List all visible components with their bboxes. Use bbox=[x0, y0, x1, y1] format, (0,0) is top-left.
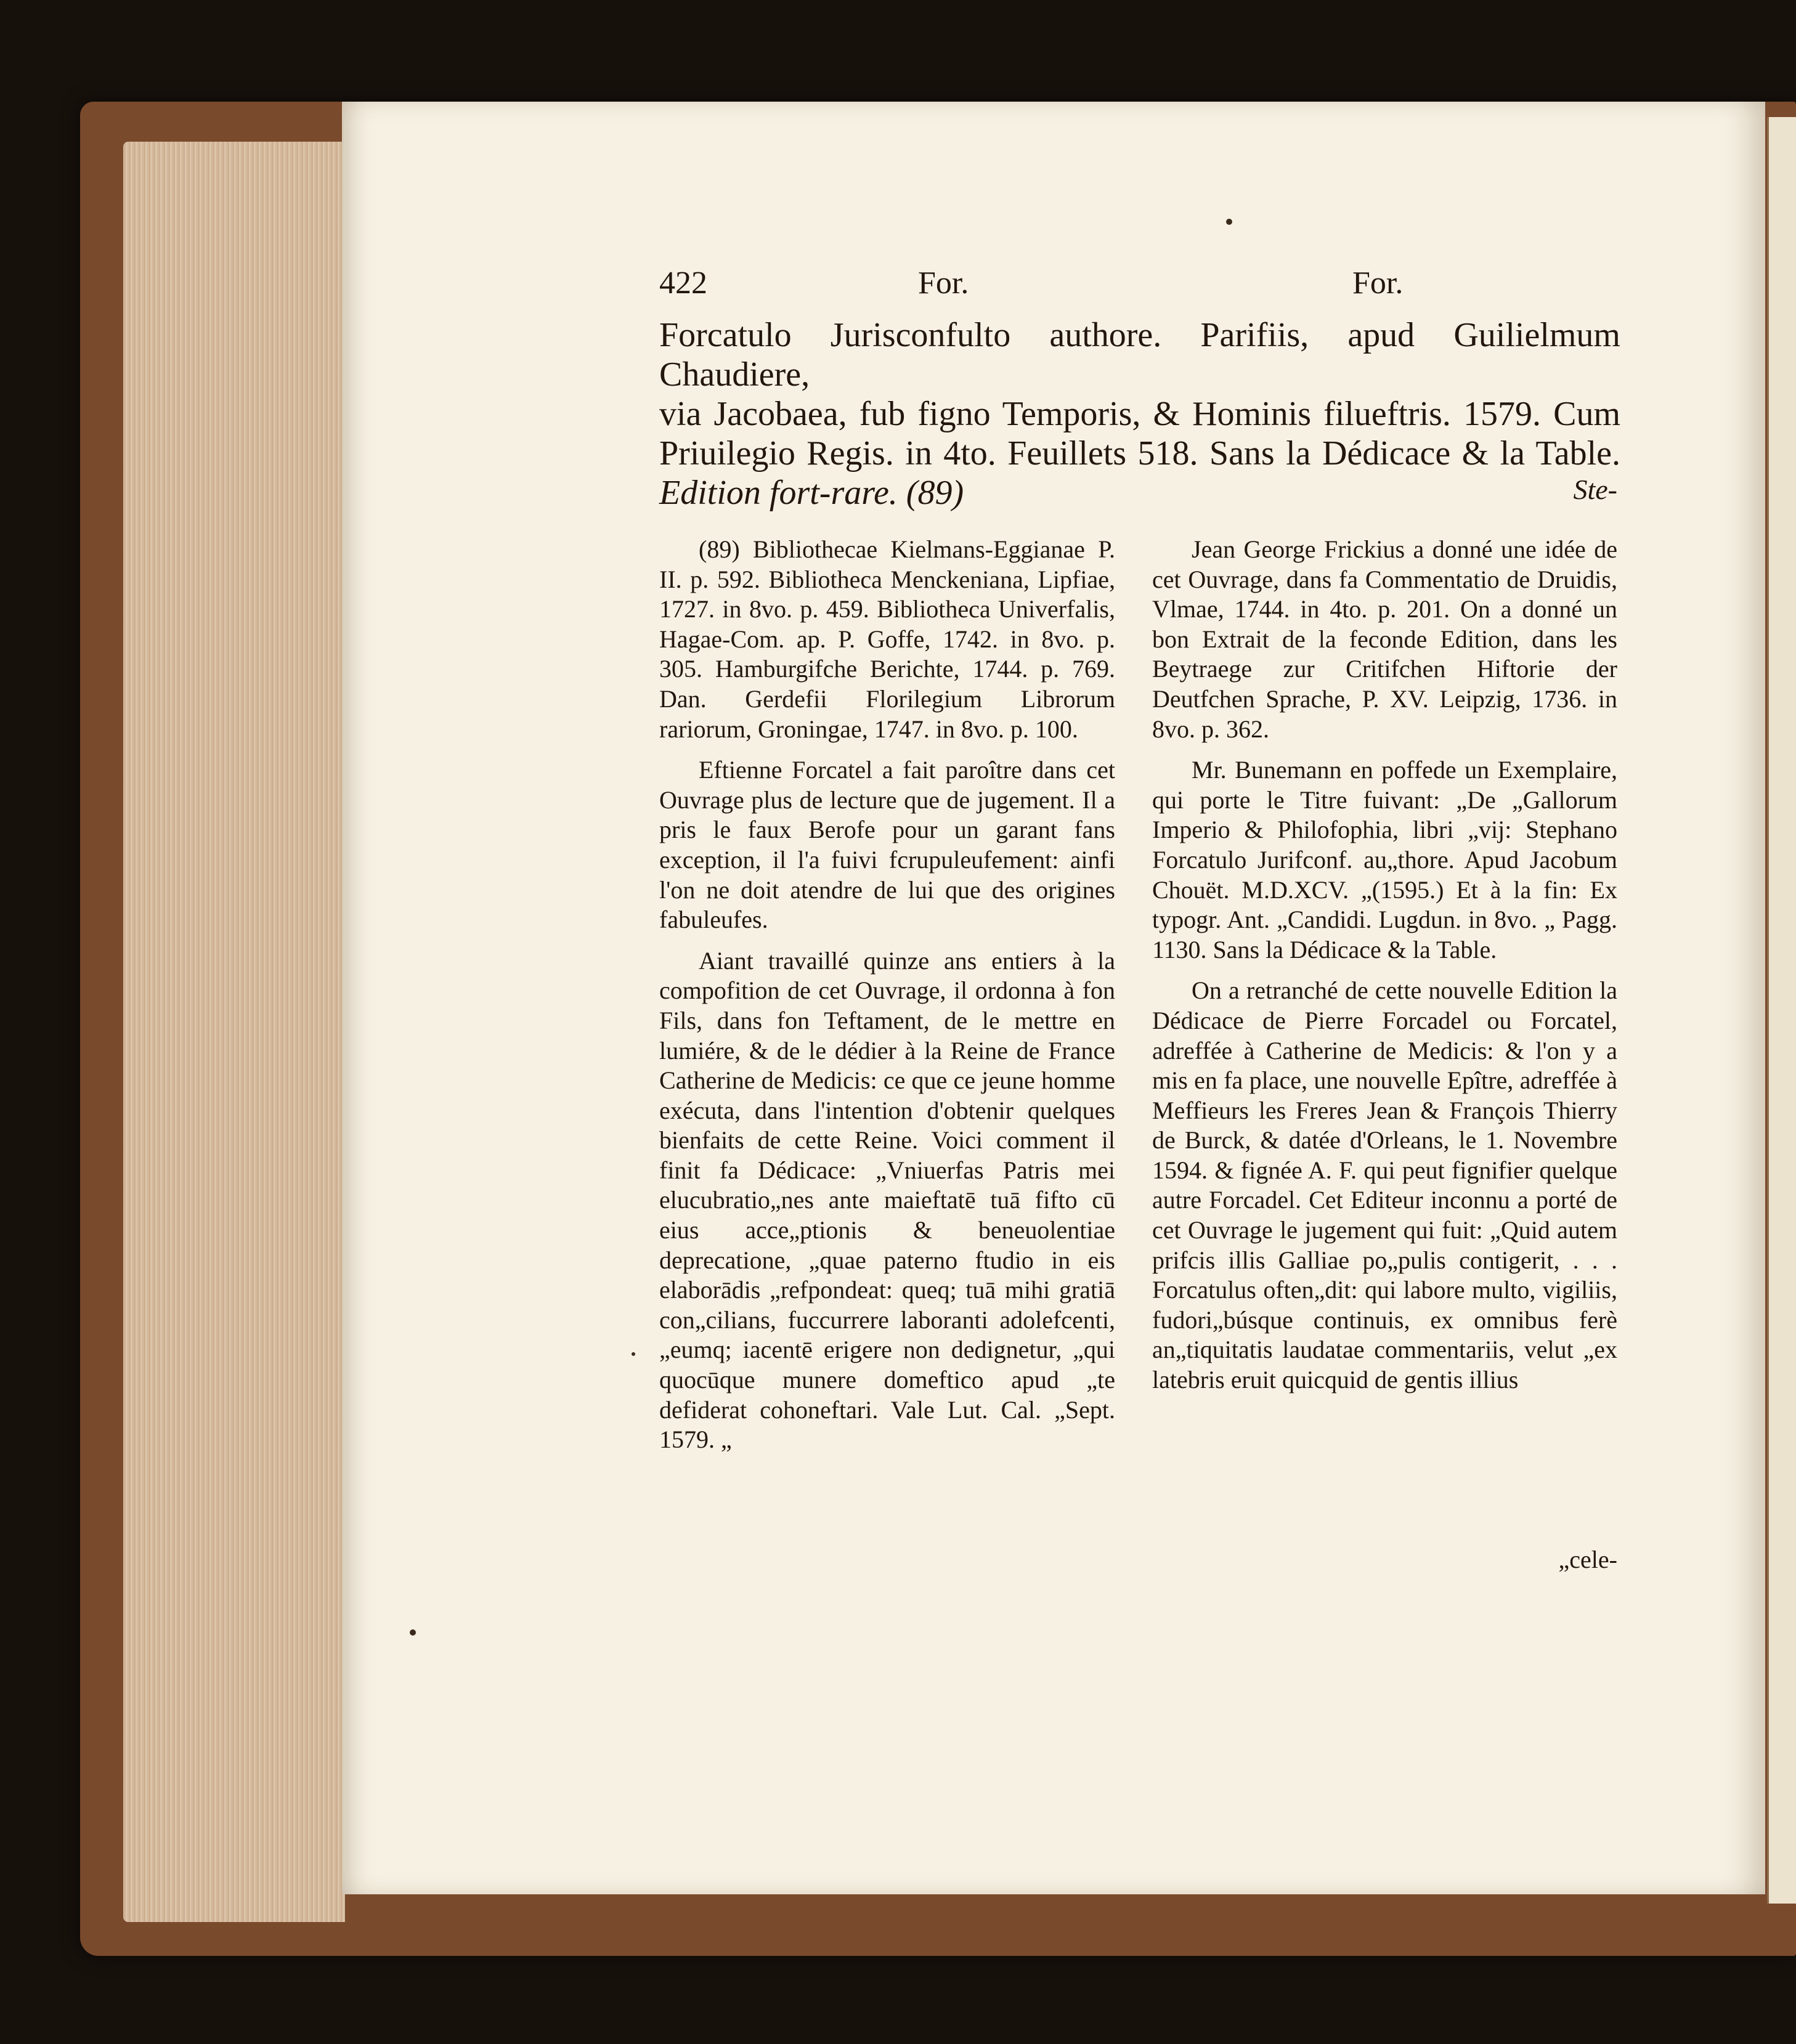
catchword-top: Ste- bbox=[1573, 474, 1617, 505]
ink-speck bbox=[1226, 219, 1232, 225]
paragraph: On a retranché de cette nouvelle Edition la Dédicace de Pierre Forcadel ou Forcatel, adreffée à Catherine de Medicis: & l'on y a mis en fa place, une nouvelle Epître, adreffée à Meffieurs les Freres Jean & François Thierry de Burck, & datée d'Orleans, le 1. Novembre 1594. & fignée A. F. qui peut fignifier quelque autre Forcadel. Cet Editeur inconnu a porté de cet Ouvrage le jugement qui fuit: „Quid autem prifcis illis Galliae po„pulis contigerit, . . . Forcatulus often„dit: qui labore multo, vigiliis, fudori„búsque continuis, ex omnibus ferè an„tiquitatis laudatae commentariis, velut „ex latebris eruit quicquid de gentis illius bbox=[1152, 976, 1617, 1394]
lead-paragraph bbox=[659, 315, 1620, 513]
lead-line: Priuilegio Regis. in 4to. Feuillets 518. Sans la Dédicace & la Table. bbox=[659, 434, 1620, 472]
paragraph: Eftienne Forcatel a fait paroître dans cet Ouvrage plus de lecture que de jugement. Il a pris le faux Berofe pour un garant fans exception, il l'a fuivi fcrupuleufement: ainfi l'on ne doit atendre de lui que des origines fabuleufes. bbox=[659, 756, 1115, 934]
paragraph: Mr. Bunemann en poffede un Exemplaire, qui porte le Titre fuivant: „De „Gallorum Imperio & Philofophia, libri „vij: Stephano Forcatulo Jurifconf. au„thore. Apud Jacobum Chouët. M.D.XCV. „(1595.) Et à la fin: Ex typogr. Ant. „Candidi. Lugdun. in 8vo. „ Pagg. 1130. Sans la Dédicace & la Table. bbox=[1152, 756, 1617, 963]
page-number: 422 bbox=[659, 266, 707, 301]
right-column bbox=[1152, 535, 1617, 1406]
paragraph: Aiant travaillé quinze ans entiers à la compofition de cet Ouvrage, il ordonna à fon Fils, dans fon Teftament, de le mettre en lumiére, & de le dédier à la Reine de France Catherine de Medicis: ce que ce jeune homme exécuta, dans l'intention d'obtenir quelques bienfaits de cette Reine. Voici comment il finit fa Dédicace: „Vniuerfas Patris mei elucubratio„nes ante maieftatē tuā fifto cū eius acce„ptionis & beneuolentiae deprecatione, „quae paterno ftudio in eis elaborādis „refpondeat: queq; tuā mihi gratiā con„cilians, fuccurrere laboranti adolefcenti, „eumq; iacentē erigere non dedignetur, „qui quocūque munere domeftico apud „te defiderat cohoneftari. Vale Lut. Cal. „Sept. 1579. „ bbox=[659, 946, 1115, 1454]
running-head-right: For. bbox=[1352, 266, 1404, 301]
ink-speck bbox=[410, 1629, 416, 1636]
page-edges bbox=[123, 142, 345, 1922]
paragraph: Jean George Frickius a donné une idée de cet Ouvrage, dans fa Commentatio de Druidis, Vlmae, 1744. in 4to. p. 201. On a donné un bon Extrait de la feconde Edition, dans les Beytraege zur Critifchen Hiftorie der Deutfchen Sprache, P. XV. Leipzig, 1736. in 8vo. p. 362. bbox=[1152, 535, 1617, 743]
catchword-bottom: „cele- bbox=[1558, 1546, 1617, 1573]
lead-line: Forcatulo Jurisconfulto authore. Parifiis, apud Guilielmum Chaudiere, bbox=[659, 316, 1620, 394]
running-head-left: For. bbox=[918, 266, 969, 301]
left-column bbox=[659, 535, 1115, 1466]
lead-line: via Jacobaea, fub figno Temporis, & Hominis filueftris. 1579. Cum bbox=[659, 395, 1620, 433]
ink-speck bbox=[632, 1352, 635, 1356]
footnote-89: (89) Bibliothecae Kielmans-Eggianae P. II. p. 592. Bibliotheca Menckeniana, Lipfiae, 1727. in 8vo. p. 459. Bibliotheca Univerfalis, Hagae-Com. ap. P. Goffe, 1742. in 8vo. p. 305. Hamburgifche Berichte, 1744. p. 769. Dan. Gerdefii Florilegium Librorum rariorum, Groningae, 1747. in 8vo. p. 100. bbox=[659, 535, 1115, 743]
facing-page-edge bbox=[1767, 117, 1796, 1904]
lead-line: Edition fort-rare. (89) bbox=[659, 474, 964, 512]
